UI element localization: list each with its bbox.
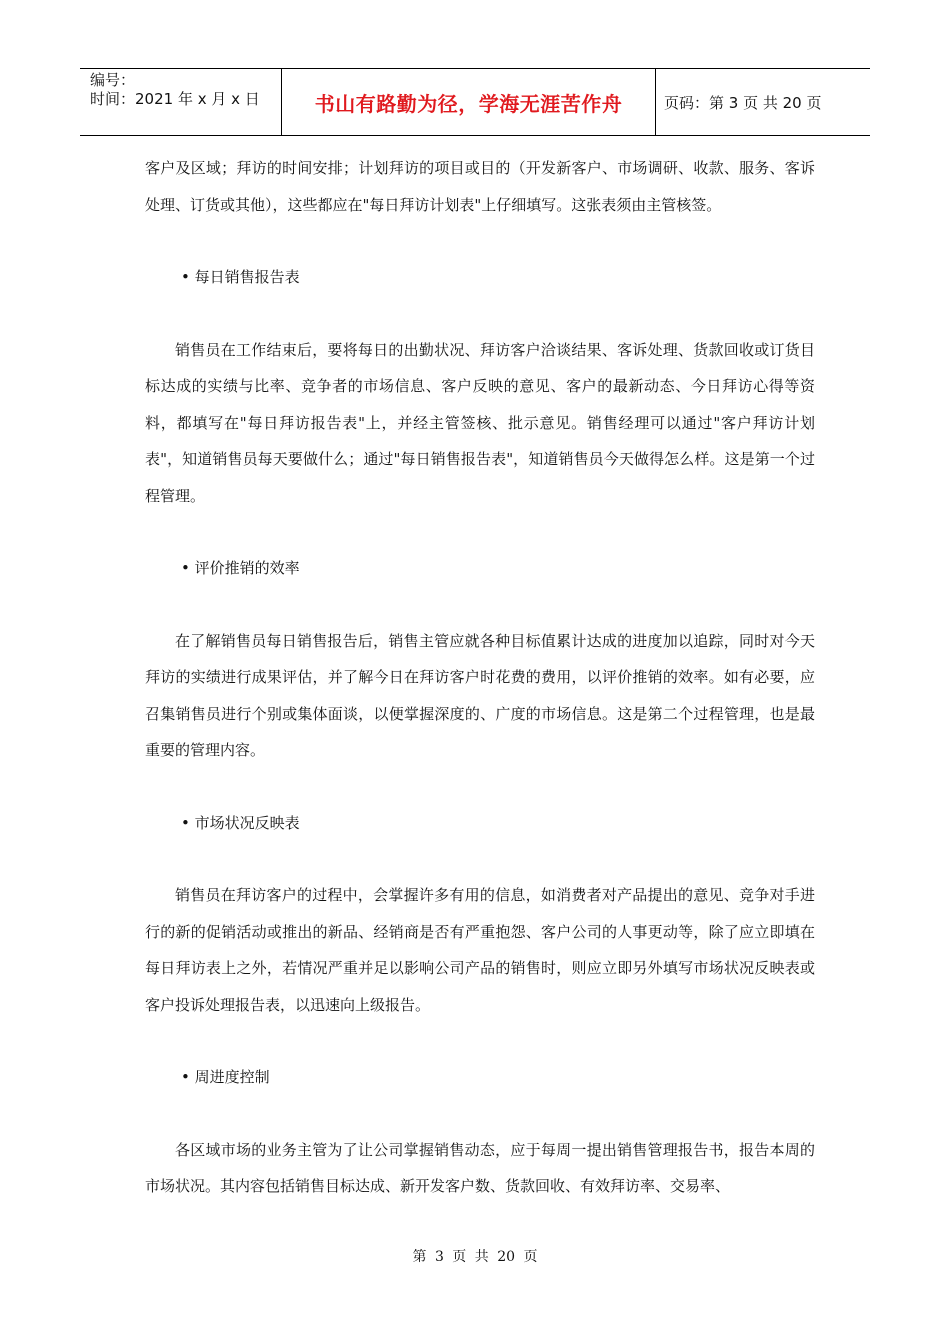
spacer (145, 841, 815, 877)
body-paragraph: 在了解销售员每日销售报告后，销售主管应就各种目标值累计达成的进度加以追踪，同时对今天拜访的实绩进行成果评估，并了解今日在拜访客户时花费的费用，以评价推销的效率。如有必要，应召集销售员进行个别或集体面谈，以便掌握深度的、广度的市场信息。这是第二个过程管理，也是最重要的管理内容。 (145, 631, 815, 759)
page-header (80, 68, 870, 136)
document-date: 时间：2021 年 x 月 x 日 (90, 90, 260, 108)
header-meta-cell (80, 69, 282, 135)
section-heading: • 周进度控制 (181, 1068, 270, 1086)
section-heading: • 评价推销的效率 (181, 559, 300, 577)
spacer (145, 769, 815, 805)
body-paragraph: 客户及区域；拜访的时间安排；计划拜访的项目或目的（开发新客户、市场调研、收款、服务、客诉处理、订货或其他），这些都应在"每日拜访计划表"上仔细填写。这张表须由主管核签。 (145, 159, 815, 214)
spacer (145, 296, 815, 332)
page-footer: 第 3 页 共 20 页 (412, 1249, 538, 1265)
spacer (145, 223, 815, 259)
spacer (145, 587, 815, 623)
section-heading: • 每日销售报告表 (181, 268, 300, 286)
body-paragraph: 各区域市场的业务主管为了让公司掌握销售动态，应于每周一提出销售管理报告书，报告本周的市场状况。其内容包括销售目标达成、新开发客户数、货款回收、有效拜访率、交易率、 (145, 1140, 815, 1195)
document-body (145, 150, 815, 1205)
spacer (145, 1023, 815, 1059)
spacer (145, 514, 815, 550)
body-paragraph: 销售员在工作结束后，要将每日的出勤状况、拜访客户洽谈结果、客诉处理、货款回收或订货目标达成的实绩与比率、竞争者的市场信息、客户反映的意见、客户的最新动态、今日拜访心得等资料，都填写在"每日拜访报告表"上，并经主管签核、批示意见。销售经理可以通过"客户拜访计划表"，知道销售员每天要做什么；通过"每日销售报告表"，知道销售员今天做得怎么样。这是第一个过程管理。 (145, 340, 815, 505)
spacer (145, 1096, 815, 1132)
header-motto: 书山有路勤为径，学海无涯苦作舟 (282, 69, 656, 135)
document-number-label: 编号： (90, 71, 136, 89)
header-page-info: 页码：第 3 页 共 20 页 (664, 93, 822, 112)
section-heading: • 市场状况反映表 (181, 813, 300, 832)
body-paragraph: 销售员在拜访客户的过程中，会掌握许多有用的信息，如消费者对产品提出的意见、竞争对手进行的新的促销活动或推出的新品、经销商是否有严重抱怨、客户公司的人事更动等，除了应立即填在每日拜访表上之外，若情况严重并足以影响公司产品的销售时，则应立即另外填写市场状况反映表或客户投诉处理报告表，以迅速向上级报告。 (145, 886, 815, 1014)
